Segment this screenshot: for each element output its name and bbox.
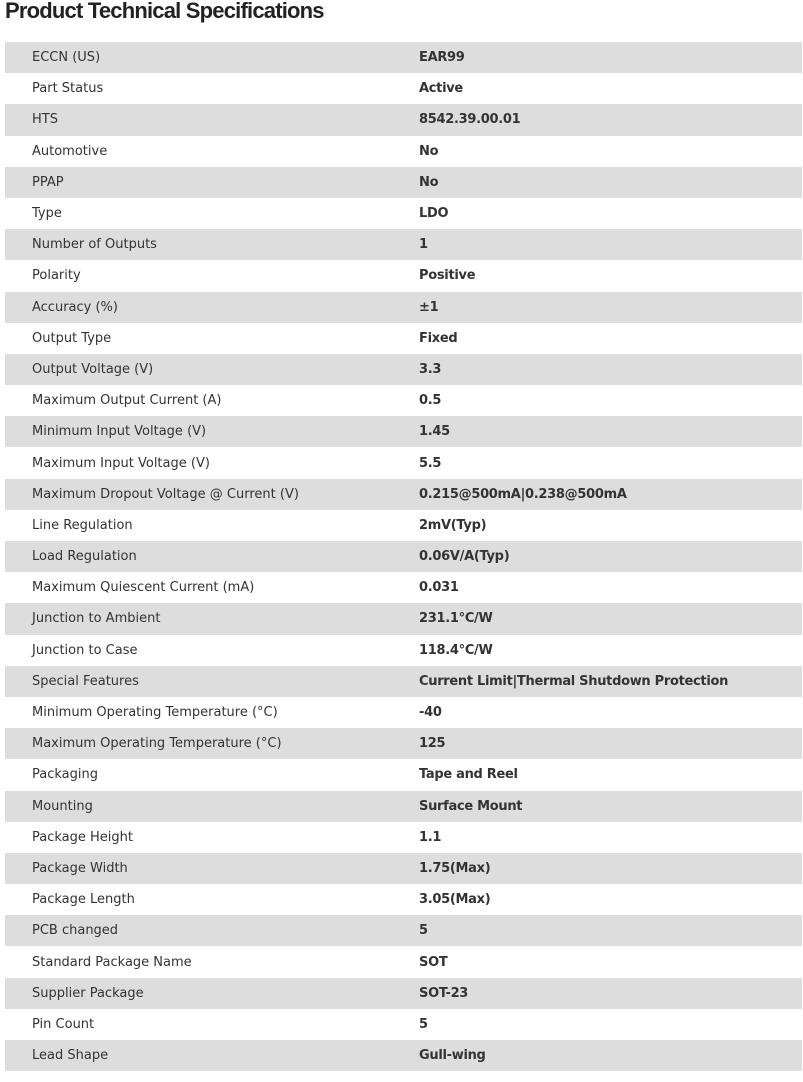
spec-label: Part Status <box>32 81 104 97</box>
spec-label: Junction to Case <box>32 642 138 658</box>
spec-label: Lead Shape <box>32 1048 109 1064</box>
spec-label: Special Features <box>32 673 139 689</box>
spec-row <box>5 978 802 1009</box>
spec-row <box>5 915 802 946</box>
spec-label: HTS <box>32 112 58 128</box>
spec-value: 5.5 <box>419 455 442 471</box>
spec-value: EAR99 <box>419 50 465 66</box>
spec-value: Active <box>419 81 463 97</box>
spec-label: Package Width <box>32 860 128 876</box>
spec-value: 0.031 <box>419 580 459 596</box>
spec-label: Maximum Input Voltage (V) <box>32 455 210 471</box>
spec-value: 0.06V/A(Typ) <box>419 549 510 565</box>
spec-label: Mounting <box>32 798 93 814</box>
spec-value: Tape and Reel <box>419 767 518 783</box>
spec-row <box>5 292 802 323</box>
spec-label: Minimum Operating Temperature (°C) <box>32 705 278 721</box>
spec-row <box>5 479 802 510</box>
spec-label: Output Voltage (V) <box>32 361 154 377</box>
spec-value: 5 <box>419 1016 428 1032</box>
spec-label: Package Height <box>32 829 133 845</box>
spec-value: SOT-23 <box>419 985 469 1001</box>
spec-row <box>5 791 802 822</box>
spec-row <box>5 260 802 291</box>
spec-label: Line Regulation <box>32 517 133 533</box>
spec-row <box>5 136 802 167</box>
spec-value: No <box>419 143 439 159</box>
spec-label: Junction to Ambient <box>32 611 161 627</box>
spec-row <box>5 416 802 447</box>
spec-row <box>5 167 802 198</box>
spec-label: ECCN (US) <box>32 50 101 66</box>
spec-table <box>5 42 802 1071</box>
spec-label: PPAP <box>32 174 64 190</box>
spec-row <box>5 385 802 416</box>
spec-label: Automotive <box>32 143 108 159</box>
spec-row <box>5 946 802 977</box>
spec-label: Package Length <box>32 892 135 908</box>
spec-value: 125 <box>419 736 446 752</box>
spec-row <box>5 853 802 884</box>
spec-label: Minimum Input Voltage (V) <box>32 424 207 440</box>
spec-value: Fixed <box>419 330 458 346</box>
spec-value: 1.75(Max) <box>419 860 491 876</box>
spec-row <box>5 73 802 104</box>
spec-value: 0.215@500mA|0.238@500mA <box>419 486 627 502</box>
spec-label: Polarity <box>32 268 81 284</box>
spec-value: LDO <box>419 206 449 222</box>
spec-row <box>5 198 802 229</box>
spec-row <box>5 104 802 135</box>
spec-label: Pin Count <box>32 1016 95 1032</box>
spec-row <box>5 354 802 385</box>
spec-label: Load Regulation <box>32 549 137 565</box>
spec-value: Gull-wing <box>419 1048 486 1064</box>
spec-row <box>5 229 802 260</box>
spec-value: 1 <box>419 237 428 253</box>
spec-label: Number of Outputs <box>32 237 157 253</box>
spec-row <box>5 541 802 572</box>
spec-row <box>5 510 802 541</box>
spec-value: SOT <box>419 954 448 970</box>
page-title: Product Technical Specifications <box>5 0 324 23</box>
spec-label: Output Type <box>32 330 112 346</box>
spec-value: 5 <box>419 923 428 939</box>
spec-value: ±1 <box>419 299 439 315</box>
spec-row <box>5 884 802 915</box>
spec-row <box>5 1040 802 1071</box>
spec-label: Maximum Quiescent Current (mA) <box>32 580 255 596</box>
spec-value: 1.45 <box>419 424 450 440</box>
spec-row <box>5 447 802 478</box>
spec-value: -40 <box>419 705 442 721</box>
spec-label: Accuracy (%) <box>32 299 118 315</box>
spec-value: Current Limit|Thermal Shutdown Protection <box>419 673 729 689</box>
spec-value: 231.1°C/W <box>419 611 493 627</box>
spec-row <box>5 323 802 354</box>
spec-label: Standard Package Name <box>32 954 192 970</box>
spec-value: 1.1 <box>419 829 442 845</box>
spec-row <box>5 1009 802 1040</box>
spec-row <box>5 42 802 73</box>
spec-value: 3.05(Max) <box>419 892 491 908</box>
spec-value: 118.4°C/W <box>419 642 493 658</box>
spec-value: 0.5 <box>419 393 442 409</box>
spec-label: Packaging <box>32 767 98 783</box>
spec-value: 8542.39.00.01 <box>419 112 521 128</box>
spec-label: Maximum Dropout Voltage @ Current (V) <box>32 486 299 502</box>
spec-row <box>5 822 802 853</box>
spec-value: Surface Mount <box>419 798 523 814</box>
spec-value: 2mV(Typ) <box>419 517 487 533</box>
spec-row <box>5 728 802 759</box>
spec-row <box>5 572 802 603</box>
spec-label: Supplier Package <box>32 985 144 1001</box>
spec-label: Maximum Operating Temperature (°C) <box>32 736 282 752</box>
spec-value: Positive <box>419 268 476 284</box>
spec-label: Maximum Output Current (A) <box>32 393 222 409</box>
spec-value: No <box>419 174 439 190</box>
spec-row <box>5 759 802 790</box>
spec-row <box>5 635 802 666</box>
spec-row <box>5 666 802 697</box>
spec-label: PCB changed <box>32 923 119 939</box>
spec-value: 3.3 <box>419 361 442 377</box>
spec-row <box>5 697 802 728</box>
spec-label: Type <box>32 206 62 222</box>
spec-row <box>5 603 802 634</box>
